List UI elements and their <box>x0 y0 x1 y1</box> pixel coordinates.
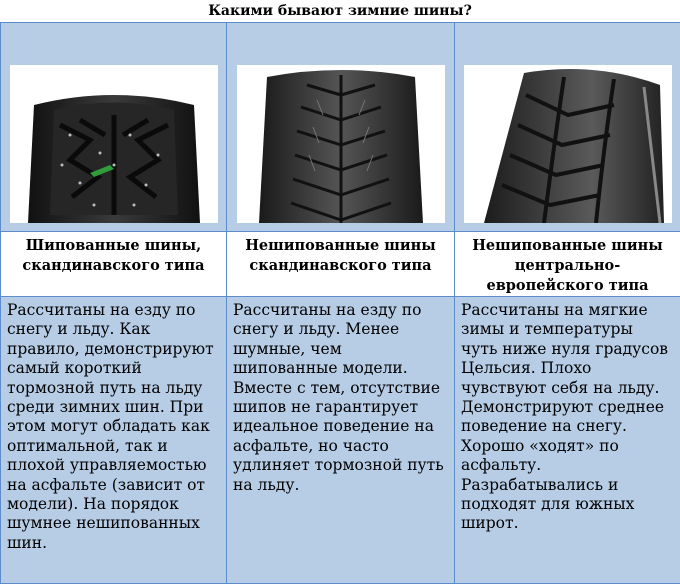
image-cell-studded <box>1 23 227 232</box>
heading-studded: Шипованные шины, скандинавского типа <box>1 232 227 297</box>
description-row <box>1 297 680 584</box>
description-european: Рассчитаны на мягкие зимы и температуры чуть ниже нуля градусов Цельсия. Плохо чувствуют себя на льду. Демонстрируют среднее поведение на снегу. Хорошо «ходят» по асфальту. Разрабатывались и подходят для южных широт. <box>455 297 680 584</box>
heading-scandinavian: Нешипованные шины скандинавского типа <box>227 232 455 297</box>
studded-tire-image <box>10 65 218 223</box>
description-scandinavian: Рассчитаны на езду по снегу и льду. Менее шумные, чем шипованные модели. Вместе с тем, отсутствие шипов не гарантирует идеальное поведение на асфальте, но часто удлиняет тормозной путь на льду. <box>227 297 455 584</box>
description-studded: Рассчитаны на езду по снегу и льду. Как правило, демонстрируют самый короткий тормозной путь на льду среди зимних шин. При этом могут обладать как оптимальной, так и плохой управляемостью на асфальте (зависит от модели). На порядок шумнее нешипованных шин. <box>1 297 227 584</box>
european-tire-image <box>464 65 672 223</box>
heading-row <box>1 232 680 297</box>
heading-european: Нешипованные шины центрально-европейского типа <box>455 232 680 297</box>
image-row <box>1 23 680 232</box>
tire-comparison-table <box>0 22 680 584</box>
image-cell-scandinavian <box>227 23 455 232</box>
image-cell-european <box>455 23 680 232</box>
page-title: Какими бывают зимние шины? <box>0 0 680 22</box>
scandinavian-tire-image <box>237 65 445 223</box>
